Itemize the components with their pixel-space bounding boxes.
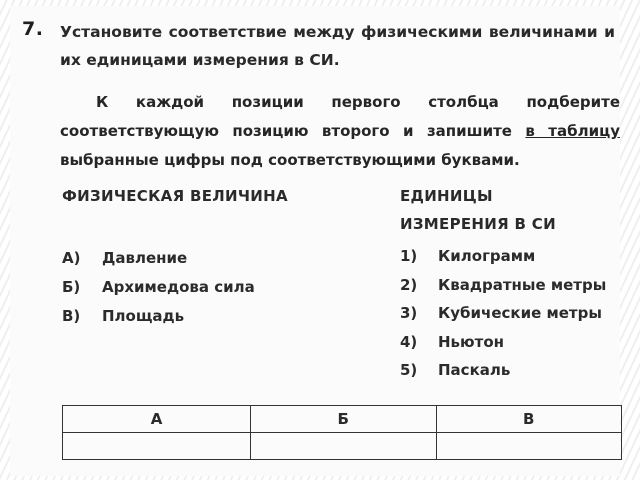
worksheet: [10, 6, 620, 476]
right-heading-line-1: ЕДИНИЦЫ: [400, 187, 493, 205]
answer-header-v: В: [436, 406, 622, 433]
task-title: Установите соответствие между физическими величинами и их единицами измерения в СИ.: [60, 23, 615, 69]
item-label: В): [62, 307, 81, 325]
instruction-text-end: выбранные цифры под соответствующими буквами.: [60, 151, 520, 169]
list-item: [62, 244, 255, 273]
answer-table-header-row: [63, 406, 622, 433]
item-label: 5): [400, 361, 418, 379]
answer-cell-v[interactable]: [436, 433, 622, 460]
item-text: Кубические метры: [438, 304, 602, 322]
instruction-paragraph: [60, 88, 620, 175]
item-text: Площадь: [102, 307, 185, 325]
answer-header-b: Б: [251, 406, 436, 433]
answer-header-a: А: [63, 406, 251, 433]
item-text: Давление: [102, 249, 188, 267]
answer-cell-a[interactable]: [63, 433, 251, 460]
item-label: 2): [400, 275, 418, 294]
list-item: [400, 356, 606, 385]
instruction-underlined: в таблицу: [525, 122, 620, 140]
item-text: Архимедова сила: [102, 278, 255, 296]
item-label: Б): [62, 278, 81, 296]
list-item: [62, 302, 255, 331]
list-item: [400, 271, 606, 300]
item-label: 1): [400, 247, 418, 265]
list-item: [400, 299, 606, 328]
answer-table-input-row: [63, 433, 622, 460]
list-item: [400, 328, 606, 357]
item-text: Килограмм: [438, 247, 536, 265]
task-number: 7.: [22, 18, 44, 40]
right-column-heading: [400, 182, 556, 238]
item-text: Ньютон: [438, 332, 504, 351]
units-list: [400, 242, 606, 385]
item-label: 4): [400, 332, 418, 351]
list-item: [62, 273, 255, 302]
answer-cell-b[interactable]: [251, 433, 436, 460]
answer-table: [62, 405, 622, 460]
instruction-text-start: К каждой позиции первого столбца подберите соответствующую позицию второго и запишите: [60, 93, 620, 140]
item-label: 3): [400, 304, 418, 322]
right-heading-line-2: ИЗМЕРЕНИЯ В СИ: [400, 215, 556, 233]
list-item: [400, 242, 606, 271]
item-text: Квадратные метры: [438, 275, 607, 294]
quantities-list: [62, 244, 255, 331]
left-column-heading: ФИЗИЧЕСКАЯ ВЕЛИЧИНА: [62, 187, 288, 205]
item-text: Паскаль: [438, 361, 511, 379]
item-label: А): [62, 249, 81, 267]
